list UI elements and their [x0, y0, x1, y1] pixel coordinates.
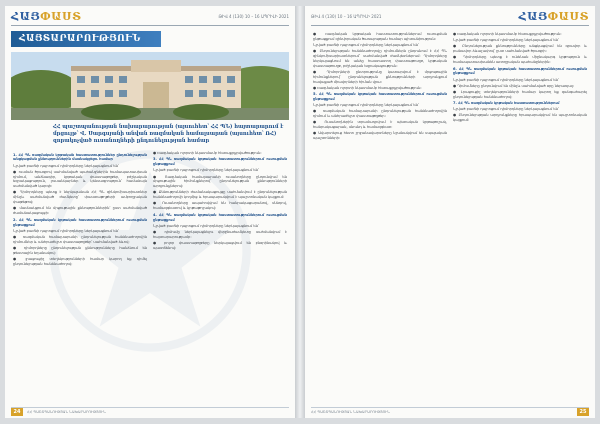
page-header — [311, 10, 589, 26]
paragraph: Նշված բաժնի դպրոցում դիմորդները ներկայացնում են՝ — [453, 107, 559, 112]
page-number: 24 — [11, 408, 23, 416]
paragraph: ● Դիմորդները պետք է ներկայանան ՀՀ ՊՆ զինկոմիսարիատներ մինչև սահմանված ժամկետը՝ փաստաթղթերի ամբողջական փաթեթով։ — [13, 190, 147, 205]
paragraph: ● ռազմական համալսարանի ընդունելության հանձնաժողովին դիմում և անհրաժեշտ փաստաթղթեր։ — [313, 109, 447, 119]
section-banner: ՀԱՅՏԱՐԱՐՈՒԹՅՈՒՆ — [11, 31, 161, 47]
section-heading: 2. ՀՀ ՊՆ ռազմական կրթական հաստատություններում ուսուցման ընթացքում — [13, 217, 147, 227]
paragraph: ● լրացուցիչ տեղեկությունների համար կարող եք դիմել ընդունելության հանձնաժողով։ — [13, 256, 147, 266]
paragraph: ● Քննությունների ժամանակացույցը սահմանվում է ընդունելության հանձնաժողովի կողմից և հրապարակվում է պաշտոնական կայքում։ — [153, 190, 287, 200]
paragraph: ● ուսման ծրագրով սահմանված պահանջներին համապատասխան դիմում, անձնագիր, կրթական փաստաթղթեր, բժշկական եզրակացություն, լուսանկարներ և կենսագրություն՝ համաձայն սահմանված կարգի։ — [13, 169, 147, 189]
university-building-photo — [11, 52, 289, 120]
building-illustration — [11, 52, 289, 120]
paragraph: ● բոլոր փաստաթղթերը ներկայացվում են բնօրինակով և պատճենով։ — [153, 240, 287, 250]
magazine-logo — [11, 10, 81, 23]
paragraph: ● դիմումը ներկայացնելու վերջնաժամկետը սահմանվում է հայտարարությամբ։ — [153, 229, 287, 239]
paragraph: Նշված բաժնի դպրոցում դիմորդները ներկայացնում են՝ — [153, 168, 259, 173]
section-heading: 7. ՀՀ ՊՆ ռազմական կրթական հաստատություններում — [453, 101, 560, 105]
footer-text: ՀՀ ՊԱՇՏՊԱՆՈՒԹՅԱՆ ՆԱԽԱՐԱՐՈՒԹՅՈՒՆ — [27, 410, 106, 414]
issue-line: ԹԻՎ 4 (130) 10 – 16 ԱՊՐԻԼԻ 2021 — [311, 14, 382, 19]
paragraph: ● Ռազմական համալսարանի ուսանողները ընդունվում են մրցութային հիմունքներով՝ ընդունելության քննությունների արդյունքներով։ — [153, 174, 287, 189]
paragraph: ● Դիմումները ընդունվում են մինչև սահմանված օրը ներառյալ։ — [453, 83, 575, 88]
paragraph: ● Ընդունելության հանձնաժողովը դիմումներն ընդունում է ՀՀ ՊՆ զինկոմիսարիատներում՝ սահմանված ժամկետներում։ Դիմորդները ներկայացնում են անձը հաստատող փաստաթուղթ, կրթական փաստաթուղթ, բժշկական եզրակացություն։ — [313, 49, 447, 68]
right-page — [305, 6, 595, 418]
paragraph: ● Ընդունելության քննությունները անցկացվում են գրավոր և բանավոր ձևաչափով՝ ըստ սահմանված ծրագրի։ — [453, 44, 587, 54]
paragraph: Նշված բաժնի դպրոցում դիմորդները ներկայացնում են՝ — [13, 163, 119, 168]
right-column-2 — [453, 32, 587, 402]
section-heading: 6. ՀՀ ՊՆ ռազմական կրթական հաստատություններում ուսուցման ընթացքում — [453, 66, 587, 76]
paragraph: ● ռազմական համալսարանի ընդունելության հանձնաժողովին դիմումներ և անհրաժեշտ փաստաթղթեր՝ սահմանված ձևով։ — [13, 234, 147, 244]
paragraph: ● Դիմորդների ընտրությունը կատարվում է մրցութային հիմունքներով՝ ընդունելության քննությունների արդյունքում հավաքած միավորների հիման վրա։ — [313, 69, 447, 84]
section-heading: 3. ՀՀ ՊՆ ռազմական կրթական հաստատություններում ուսուցման ընթացքում — [153, 157, 287, 167]
paragraph: Նշված բաժնի դպրոցում դիմորդները ներկայացնում են՝ — [453, 77, 559, 82]
left-column-1 — [13, 151, 147, 403]
page-header — [11, 10, 289, 26]
issue-line: ԹԻՎ 4 (130) 10 – 16 ԱՊՐԻԼԻ 2021 — [218, 14, 289, 19]
paragraph: ● Ընդունելության արդյունքները հրապարակվում են պաշտոնական կայքում։ — [453, 113, 587, 123]
left-page — [5, 6, 295, 418]
paragraph: Նշված բաժնի դպրոցում դիմորդները ներկայացնում են՝ — [313, 103, 419, 108]
paragraph: ● մասնակցում են մրցութային քննություններին՝ ըստ սահմանված ժամանակացույցի։ — [13, 206, 147, 216]
page-footer — [311, 407, 589, 415]
logo-suffix: ՓԱՍՏ — [40, 10, 82, 23]
right-column-1 — [313, 32, 447, 402]
footer-text: ՀՀ ՊԱՇՏՊԱՆՈՒԹՅԱՆ ՆԱԽԱՐԱՐՈՒԹՅՈՒՆ — [311, 410, 390, 414]
paragraph: ● ռազմական ոլորտի նկատմամբ հետաքրքրվածություն։ — [453, 32, 562, 36]
paragraph: ● Ուսանողները ապահովվում են հանրակացարանով, սննդով, համազգեստով և կրթաթոշակով։ — [153, 201, 287, 211]
logo-prefix: ՀԱՅ — [11, 10, 41, 23]
paragraph: ● ռազմական կրթական հաստատություններում ուսուցման ընթացքում զինվորական ծառայության համար պիտանիություն։ — [313, 32, 447, 41]
paragraph: Նշված բաժնի դպրոցում դիմորդները ներկայացնում են՝ — [153, 223, 259, 228]
paragraph: ● Դիմորդները պետք է ունենան միջնակարգ կրթություն և համապատասխանեն առողջական պահանջներին։ — [453, 55, 587, 65]
section-heading: 4. ՀՀ ՊՆ ռազմական կրթական հաստատություններում ուսուցման ընթացքում — [153, 212, 287, 222]
paragraph: Նշված բաժնի դպրոցում դիմորդները ներկայացնում են՝ — [313, 43, 419, 47]
logo-prefix: ՀԱՅ — [518, 10, 548, 23]
spine-gutter — [295, 6, 305, 418]
section-heading: 1. ՀՀ ՊՆ ռազմական կրթական հաստատություններ ընդունելության անցկացման քննություններին մասնակցելու համար — [13, 152, 147, 162]
paragraph: ● Ավարտելուց հետո շրջանավարտները նշանակվում են սպայական պաշտոնների։ — [313, 131, 447, 141]
announcement-headline: ՀՀ պաշտպանության նախարարության (այսուհետ՝ ՀՀ ՊՆ) հայտարարում է մրցույթ՝ Վ. Սարգսյանի անվան ռազմական համալսարան (այսուհետ՝ ՌՀ) զորակոչված ուսանողների ընդունելության համար — [53, 124, 284, 145]
page-number: 25 — [577, 408, 589, 416]
page-footer — [11, 407, 289, 415]
paragraph: ● Լրացուցիչ տեղեկությունների համար կարող եք զանգահարել ընդունելության հանձնաժողով։ — [453, 89, 587, 99]
paragraph: ● դիմորդները ընդունելության քննությունները հանձնում են թեստային եղանակով։ — [13, 245, 147, 255]
paragraph: Նշված բաժնի դպրոցում դիմորդները ներկայացնում են՝ — [13, 228, 119, 233]
paragraph: ● Ուսանողներին տրամադրվում է պետական կրթաթոշակ, հանրակացարան, սնունդ և համազգեստ։ — [313, 120, 447, 130]
section-heading: 5. ՀՀ ՊՆ ռազմական կրթական հաստատություններում ուսուցման ընթացքում — [313, 92, 447, 102]
paragraph: ● ռազմական ոլորտի նկատմամբ հետաքրքրվածություն։ — [153, 151, 262, 155]
logo-suffix: ՓԱՍՏ — [547, 10, 589, 23]
paragraph: ● ռազմական ոլորտի նկատմամբ հետաքրքրվածություն։ — [313, 85, 422, 90]
left-column-2 — [153, 151, 287, 403]
paragraph: Նշված բաժնի դպրոցում դիմորդները ներկայացնում են՝ — [453, 38, 559, 43]
magazine-logo — [519, 10, 589, 23]
